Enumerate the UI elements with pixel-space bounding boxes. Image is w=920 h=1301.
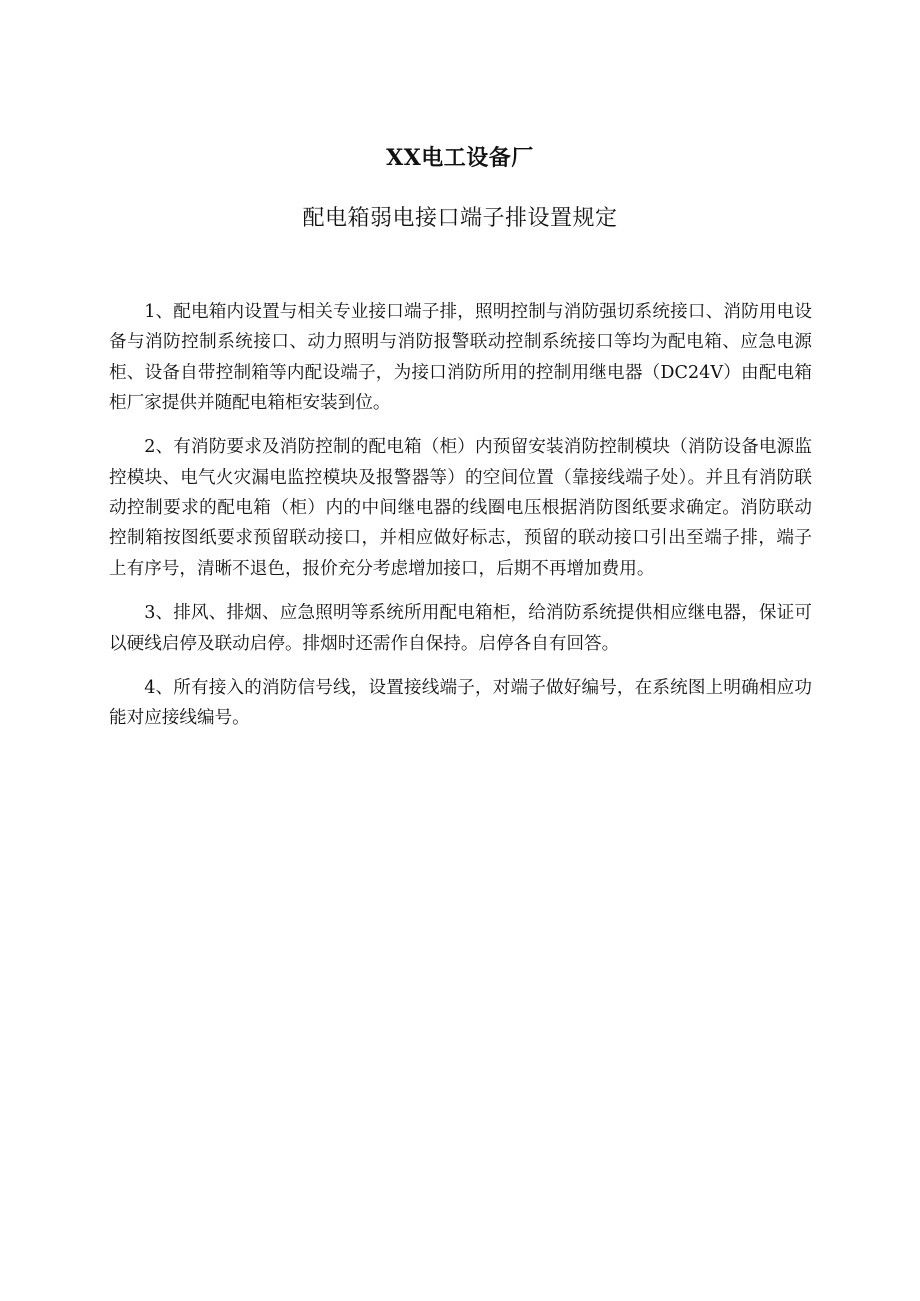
paragraph-2: 2、有消防要求及消防控制的配电箱（柜）内预留安装消防控制模块（消防设备电源监控模块、电气火灾漏电监控模块及报警器等）的空间位置（靠接线端子处）。并且有消防联动控制要求的配电箱（柜）内的中间继电器的线圈电压根据消防图纸要求确定。消防联动控制箱按图纸要求预留联动接口，并相应做好标志，预留的联动接口引出至端子排，端子上有序号，清晰不退色，报价充分考虑增加接口，后期不再增加费用。 <box>109 437 812 579</box>
company-name: XX电工设备厂 <box>386 145 534 171</box>
document-title: 配电箱弱电接口端子排设置规定 <box>302 206 618 231</box>
paragraph-1: 1、配电箱内设置与相关专业接口端子排，照明控制与消防强切系统接口、消防用电设备与消防控制系统接口、动力照明与消防报警联动控制系统接口等均为配电箱、应急电源柜、设备自带控制箱等内配设端子，为接口消防所用的控制用继电器（DC24V）由配电箱柜厂家提供并随配电箱柜安装到位。 <box>109 302 812 413</box>
paragraph-3: 3、排风、排烟、应急照明等系统所用配电箱柜，给消防系统提供相应继电器，保证可以硬线启停及联动启停。排烟时还需作自保持。启停各自有回答。 <box>109 603 812 654</box>
paragraph-4: 4、所有接入的消防信号线，设置接线端子，对端子做好编号，在系统图上明确相应功能对应接线编号。 <box>109 678 812 729</box>
document-body <box>109 297 812 748</box>
